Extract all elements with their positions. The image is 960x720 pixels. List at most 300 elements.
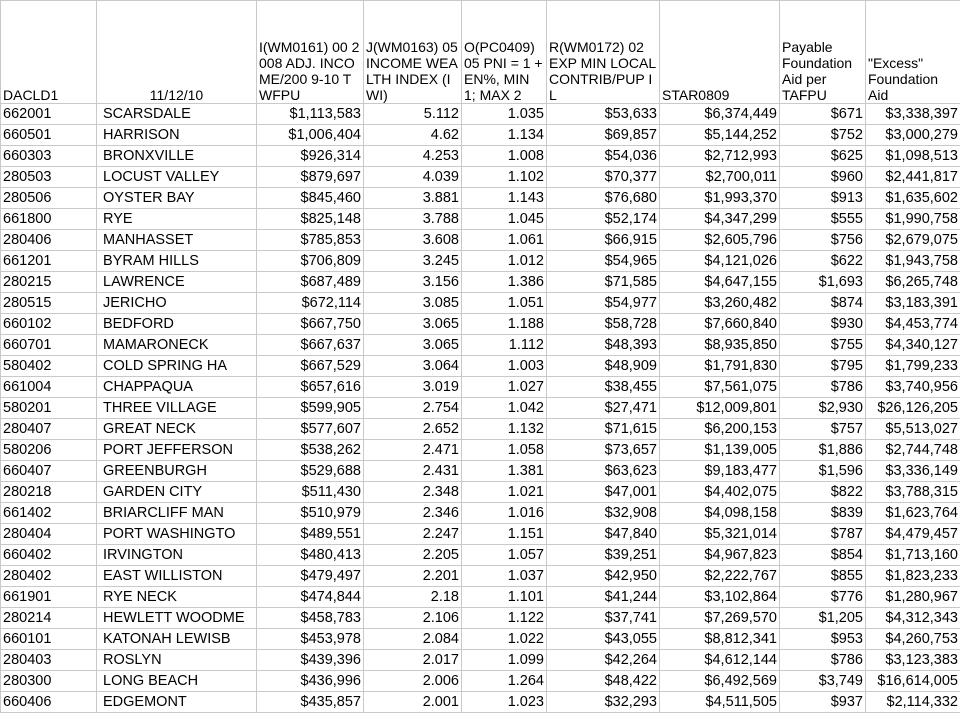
cell-iwi[interactable]: 2.201: [364, 566, 462, 587]
table-row: [1, 587, 960, 608]
cell-district-code[interactable]: 580206: [1, 440, 97, 461]
cell-adj-income[interactable]: $845,460: [257, 188, 364, 209]
table-row: [1, 125, 960, 146]
cell-iwi[interactable]: 3.085: [364, 293, 462, 314]
cell-pni[interactable]: 1.035: [462, 104, 547, 125]
cell-pni[interactable]: 1.134: [462, 125, 547, 146]
table-row: [1, 545, 960, 566]
cell-pni[interactable]: 1.061: [462, 230, 547, 251]
cell-payable-foundation-aid[interactable]: $757: [780, 419, 866, 440]
cell-pni[interactable]: 1.381: [462, 461, 547, 482]
cell-pni[interactable]: 1.045: [462, 209, 547, 230]
cell-excess-foundation-aid[interactable]: $3,740,956: [866, 377, 960, 398]
cell-payable-foundation-aid[interactable]: $786: [780, 377, 866, 398]
cell-excess-foundation-aid[interactable]: $6,265,748: [866, 272, 960, 293]
cell-pni[interactable]: 1.012: [462, 251, 547, 272]
cell-adj-income[interactable]: $667,529: [257, 356, 364, 377]
cell-excess-foundation-aid[interactable]: $1,943,758: [866, 251, 960, 272]
cell-iwi[interactable]: 3.064: [364, 356, 462, 377]
cell-pni[interactable]: 1.008: [462, 146, 547, 167]
cell-district-name[interactable]: SCARSDALE: [97, 104, 257, 125]
cell-district-name[interactable]: GREAT NECK: [97, 419, 257, 440]
cell-excess-foundation-aid[interactable]: $5,513,027: [866, 419, 960, 440]
cell-star0809[interactable]: $2,605,796: [660, 230, 780, 251]
cell-district-name[interactable]: BEDFORD: [97, 314, 257, 335]
cell-payable-foundation-aid[interactable]: $1,596: [780, 461, 866, 482]
cell-district-name[interactable]: GARDEN CITY: [97, 482, 257, 503]
cell-district-code[interactable]: 280215: [1, 272, 97, 293]
cell-district-name[interactable]: LAWRENCE: [97, 272, 257, 293]
cell-star0809[interactable]: $7,660,840: [660, 314, 780, 335]
cell-excess-foundation-aid[interactable]: $2,114,332: [866, 692, 960, 713]
table-row: [1, 167, 960, 188]
cell-district-name[interactable]: EDGEMONT: [97, 692, 257, 713]
cell-district-name[interactable]: EAST WILLISTON: [97, 566, 257, 587]
table-row: [1, 503, 960, 524]
cell-district-code[interactable]: 661901: [1, 587, 97, 608]
cell-star0809[interactable]: $4,647,155: [660, 272, 780, 293]
cell-adj-income[interactable]: $825,148: [257, 209, 364, 230]
table-row: [1, 629, 960, 650]
cell-payable-foundation-aid[interactable]: $1,693: [780, 272, 866, 293]
cell-district-code[interactable]: 280404: [1, 524, 97, 545]
cell-star0809[interactable]: $4,967,823: [660, 545, 780, 566]
cell-adj-income[interactable]: $439,396: [257, 650, 364, 671]
column-header-date[interactable]: 11/12/10: [97, 1, 257, 104]
cell-adj-income[interactable]: $687,489: [257, 272, 364, 293]
cell-district-name[interactable]: LOCUST VALLEY: [97, 167, 257, 188]
cell-excess-foundation-aid[interactable]: $1,799,233: [866, 356, 960, 377]
cell-payable-foundation-aid[interactable]: $822: [780, 482, 866, 503]
cell-exp-min-local-contrib[interactable]: $73,657: [547, 440, 660, 461]
cell-adj-income[interactable]: $879,697: [257, 167, 364, 188]
cell-excess-foundation-aid[interactable]: $2,679,075: [866, 230, 960, 251]
cell-payable-foundation-aid[interactable]: $1,205: [780, 608, 866, 629]
cell-iwi[interactable]: 3.065: [364, 335, 462, 356]
cell-pni[interactable]: 1.132: [462, 419, 547, 440]
cell-exp-min-local-contrib[interactable]: $66,915: [547, 230, 660, 251]
cell-exp-min-local-contrib[interactable]: $54,977: [547, 293, 660, 314]
cell-star0809[interactable]: $6,492,569: [660, 671, 780, 692]
cell-adj-income[interactable]: $926,314: [257, 146, 364, 167]
table-row: [1, 524, 960, 545]
table-row: [1, 230, 960, 251]
table-row: [1, 335, 960, 356]
cell-district-code[interactable]: 661800: [1, 209, 97, 230]
cell-iwi[interactable]: 2.471: [364, 440, 462, 461]
cell-iwi[interactable]: 4.62: [364, 125, 462, 146]
cell-exp-min-local-contrib[interactable]: $41,244: [547, 587, 660, 608]
cell-adj-income[interactable]: $453,978: [257, 629, 364, 650]
cell-pni[interactable]: 1.023: [462, 692, 547, 713]
cell-exp-min-local-contrib[interactable]: $39,251: [547, 545, 660, 566]
cell-exp-min-local-contrib[interactable]: $52,174: [547, 209, 660, 230]
cell-exp-min-local-contrib[interactable]: $32,293: [547, 692, 660, 713]
cell-iwi[interactable]: 2.346: [364, 503, 462, 524]
cell-iwi[interactable]: 3.881: [364, 188, 462, 209]
cell-star0809[interactable]: $4,347,299: [660, 209, 780, 230]
table-row: [1, 314, 960, 335]
cell-star0809[interactable]: $8,935,850: [660, 335, 780, 356]
cell-district-name[interactable]: OYSTER BAY: [97, 188, 257, 209]
cell-district-code[interactable]: 661201: [1, 251, 97, 272]
cell-adj-income[interactable]: $785,853: [257, 230, 364, 251]
cell-district-name[interactable]: JERICHO: [97, 293, 257, 314]
table-row: [1, 377, 960, 398]
column-header-dacld1[interactable]: DACLD1: [1, 1, 97, 104]
cell-pni[interactable]: 1.143: [462, 188, 547, 209]
cell-star0809[interactable]: $8,812,341: [660, 629, 780, 650]
cell-payable-foundation-aid[interactable]: $839: [780, 503, 866, 524]
cell-district-code[interactable]: 580402: [1, 356, 97, 377]
cell-pni[interactable]: 1.021: [462, 482, 547, 503]
cell-adj-income[interactable]: $480,413: [257, 545, 364, 566]
cell-pni[interactable]: 1.058: [462, 440, 547, 461]
cell-payable-foundation-aid[interactable]: $960: [780, 167, 866, 188]
cell-pni[interactable]: 1.264: [462, 671, 547, 692]
cell-district-code[interactable]: 280406: [1, 230, 97, 251]
cell-adj-income[interactable]: $510,979: [257, 503, 364, 524]
cell-iwi[interactable]: 3.608: [364, 230, 462, 251]
cell-iwi[interactable]: 3.156: [364, 272, 462, 293]
cell-district-code[interactable]: 660701: [1, 335, 97, 356]
cell-iwi[interactable]: 3.065: [364, 314, 462, 335]
cell-adj-income[interactable]: $672,114: [257, 293, 364, 314]
table-row: [1, 692, 960, 713]
cell-iwi[interactable]: 2.084: [364, 629, 462, 650]
cell-payable-foundation-aid[interactable]: $555: [780, 209, 866, 230]
cell-district-name[interactable]: MAMARONECK: [97, 335, 257, 356]
cell-payable-foundation-aid[interactable]: $622: [780, 251, 866, 272]
cell-exp-min-local-contrib[interactable]: $69,857: [547, 125, 660, 146]
cell-payable-foundation-aid[interactable]: $776: [780, 587, 866, 608]
cell-district-code[interactable]: 660402: [1, 545, 97, 566]
cell-payable-foundation-aid[interactable]: $3,749: [780, 671, 866, 692]
cell-excess-foundation-aid[interactable]: $3,183,391: [866, 293, 960, 314]
cell-adj-income[interactable]: $435,857: [257, 692, 364, 713]
cell-star0809[interactable]: $1,791,830: [660, 356, 780, 377]
table-row: [1, 146, 960, 167]
cell-pni[interactable]: 1.057: [462, 545, 547, 566]
cell-iwi[interactable]: 3.788: [364, 209, 462, 230]
cell-excess-foundation-aid[interactable]: $3,123,383: [866, 650, 960, 671]
cell-district-name[interactable]: BRONXVILLE: [97, 146, 257, 167]
cell-district-code[interactable]: 660101: [1, 629, 97, 650]
cell-district-name[interactable]: RYE NECK: [97, 587, 257, 608]
table-row: [1, 293, 960, 314]
cell-adj-income[interactable]: $1,113,583: [257, 104, 364, 125]
cell-district-name[interactable]: RYE: [97, 209, 257, 230]
cell-adj-income[interactable]: $667,750: [257, 314, 364, 335]
cell-excess-foundation-aid[interactable]: $3,336,149: [866, 461, 960, 482]
cell-iwi[interactable]: 2.18: [364, 587, 462, 608]
cell-exp-min-local-contrib[interactable]: $47,840: [547, 524, 660, 545]
cell-iwi[interactable]: 2.017: [364, 650, 462, 671]
cell-district-code[interactable]: 661004: [1, 377, 97, 398]
column-header-adj-income[interactable]: I(WM0161) 00 2008 ADJ. INCOME/200 9-10 TWFPU: [257, 1, 364, 104]
cell-exp-min-local-contrib[interactable]: $27,471: [547, 398, 660, 419]
cell-excess-foundation-aid[interactable]: $3,338,397: [866, 104, 960, 125]
cell-star0809[interactable]: $2,712,993: [660, 146, 780, 167]
table-body: [1, 104, 960, 713]
column-header-iwi[interactable]: J(WM0163) 05 INCOME WEALTH INDEX (IWI): [364, 1, 462, 104]
table-row: [1, 650, 960, 671]
cell-adj-income[interactable]: $511,430: [257, 482, 364, 503]
cell-pni[interactable]: 1.022: [462, 629, 547, 650]
cell-iwi[interactable]: 4.253: [364, 146, 462, 167]
cell-excess-foundation-aid[interactable]: $4,260,753: [866, 629, 960, 650]
cell-star0809[interactable]: $7,269,570: [660, 608, 780, 629]
cell-district-name[interactable]: ROSLYN: [97, 650, 257, 671]
cell-exp-min-local-contrib[interactable]: $48,422: [547, 671, 660, 692]
cell-exp-min-local-contrib[interactable]: $70,377: [547, 167, 660, 188]
cell-payable-foundation-aid[interactable]: $953: [780, 629, 866, 650]
cell-payable-foundation-aid[interactable]: $937: [780, 692, 866, 713]
table-row: [1, 671, 960, 692]
cell-payable-foundation-aid[interactable]: $755: [780, 335, 866, 356]
cell-pni[interactable]: 1.386: [462, 272, 547, 293]
cell-iwi[interactable]: 3.019: [364, 377, 462, 398]
cell-pni[interactable]: 1.151: [462, 524, 547, 545]
cell-district-name[interactable]: BRIARCLIFF MAN: [97, 503, 257, 524]
cell-star0809[interactable]: $12,009,801: [660, 398, 780, 419]
cell-excess-foundation-aid[interactable]: $3,000,279: [866, 125, 960, 146]
cell-excess-foundation-aid[interactable]: $4,340,127: [866, 335, 960, 356]
table-row: [1, 440, 960, 461]
cell-district-code[interactable]: 280218: [1, 482, 97, 503]
cell-pni[interactable]: 1.003: [462, 356, 547, 377]
table-row: [1, 188, 960, 209]
cell-pni[interactable]: 1.101: [462, 587, 547, 608]
cell-district-code[interactable]: 580201: [1, 398, 97, 419]
cell-star0809[interactable]: $5,321,014: [660, 524, 780, 545]
cell-star0809[interactable]: $9,183,477: [660, 461, 780, 482]
table-row: [1, 398, 960, 419]
cell-district-code[interactable]: 280214: [1, 608, 97, 629]
cell-iwi[interactable]: 2.754: [364, 398, 462, 419]
cell-adj-income[interactable]: $667,637: [257, 335, 364, 356]
table-row: [1, 104, 960, 125]
cell-payable-foundation-aid[interactable]: $752: [780, 125, 866, 146]
cell-district-name[interactable]: CHAPPAQUA: [97, 377, 257, 398]
column-header-exp-min-local-contrib[interactable]: R(WM0172) 02 EXP MIN LOCAL CONTRIB/PUP IL: [547, 1, 660, 104]
table-row: [1, 608, 960, 629]
cell-exp-min-local-contrib[interactable]: $47,001: [547, 482, 660, 503]
cell-district-code[interactable]: 660501: [1, 125, 97, 146]
cell-pni[interactable]: 1.042: [462, 398, 547, 419]
column-header-excess-foundation-aid[interactable]: "Excess" Foundation Aid: [866, 1, 960, 104]
cell-star0809[interactable]: $6,200,153: [660, 419, 780, 440]
cell-payable-foundation-aid[interactable]: $874: [780, 293, 866, 314]
cell-district-code[interactable]: 660406: [1, 692, 97, 713]
cell-district-name[interactable]: MANHASSET: [97, 230, 257, 251]
cell-exp-min-local-contrib[interactable]: $71,615: [547, 419, 660, 440]
cell-adj-income[interactable]: $577,607: [257, 419, 364, 440]
cell-payable-foundation-aid[interactable]: $913: [780, 188, 866, 209]
cell-adj-income[interactable]: $529,688: [257, 461, 364, 482]
cell-exp-min-local-contrib[interactable]: $42,950: [547, 566, 660, 587]
cell-adj-income[interactable]: $479,497: [257, 566, 364, 587]
cell-district-name[interactable]: PORT JEFFERSON: [97, 440, 257, 461]
cell-exp-min-local-contrib[interactable]: $54,036: [547, 146, 660, 167]
cell-district-name[interactable]: BYRAM HILLS: [97, 251, 257, 272]
cell-district-code[interactable]: 280515: [1, 293, 97, 314]
cell-adj-income[interactable]: $474,844: [257, 587, 364, 608]
cell-pni[interactable]: 1.099: [462, 650, 547, 671]
cell-payable-foundation-aid[interactable]: $854: [780, 545, 866, 566]
cell-district-code[interactable]: 280403: [1, 650, 97, 671]
cell-adj-income[interactable]: $538,262: [257, 440, 364, 461]
cell-adj-income[interactable]: $489,551: [257, 524, 364, 545]
cell-payable-foundation-aid[interactable]: $930: [780, 314, 866, 335]
table-row: [1, 209, 960, 230]
cell-excess-foundation-aid[interactable]: $2,744,748: [866, 440, 960, 461]
cell-excess-foundation-aid[interactable]: $1,990,758: [866, 209, 960, 230]
cell-exp-min-local-contrib[interactable]: $38,455: [547, 377, 660, 398]
cell-pni[interactable]: 1.027: [462, 377, 547, 398]
cell-pni[interactable]: 1.016: [462, 503, 547, 524]
cell-star0809[interactable]: $7,561,075: [660, 377, 780, 398]
cell-pni[interactable]: 1.122: [462, 608, 547, 629]
cell-exp-min-local-contrib[interactable]: $63,623: [547, 461, 660, 482]
cell-iwi[interactable]: 2.205: [364, 545, 462, 566]
cell-exp-min-local-contrib[interactable]: $71,585: [547, 272, 660, 293]
cell-district-code[interactable]: 660407: [1, 461, 97, 482]
cell-district-name[interactable]: COLD SPRING HA: [97, 356, 257, 377]
cell-district-code[interactable]: 280503: [1, 167, 97, 188]
cell-payable-foundation-aid[interactable]: $625: [780, 146, 866, 167]
cell-payable-foundation-aid[interactable]: $671: [780, 104, 866, 125]
cell-exp-min-local-contrib[interactable]: $58,728: [547, 314, 660, 335]
cell-excess-foundation-aid[interactable]: $4,453,774: [866, 314, 960, 335]
cell-payable-foundation-aid[interactable]: $756: [780, 230, 866, 251]
cell-payable-foundation-aid[interactable]: $2,930: [780, 398, 866, 419]
cell-exp-min-local-contrib[interactable]: $42,264: [547, 650, 660, 671]
cell-district-name[interactable]: KATONAH LEWISB: [97, 629, 257, 650]
cell-district-name[interactable]: THREE VILLAGE: [97, 398, 257, 419]
cell-exp-min-local-contrib[interactable]: $54,965: [547, 251, 660, 272]
cell-payable-foundation-aid[interactable]: $787: [780, 524, 866, 545]
cell-star0809[interactable]: $5,144,252: [660, 125, 780, 146]
cell-adj-income[interactable]: $436,996: [257, 671, 364, 692]
cell-iwi[interactable]: 3.245: [364, 251, 462, 272]
cell-excess-foundation-aid[interactable]: $2,441,817: [866, 167, 960, 188]
cell-exp-min-local-contrib[interactable]: $53,633: [547, 104, 660, 125]
header-row: [1, 1, 960, 104]
cell-excess-foundation-aid[interactable]: $1,635,602: [866, 188, 960, 209]
cell-adj-income[interactable]: $706,809: [257, 251, 364, 272]
cell-pni[interactable]: 1.102: [462, 167, 547, 188]
cell-exp-min-local-contrib[interactable]: $48,393: [547, 335, 660, 356]
cell-district-name[interactable]: LONG BEACH: [97, 671, 257, 692]
column-header-pni[interactable]: O(PC0409) 05 PNI = 1 + EN%, MIN 1; MAX 2: [462, 1, 547, 104]
cell-adj-income[interactable]: $599,905: [257, 398, 364, 419]
cell-pni[interactable]: 1.188: [462, 314, 547, 335]
cell-exp-min-local-contrib[interactable]: $76,680: [547, 188, 660, 209]
cell-iwi[interactable]: 2.006: [364, 671, 462, 692]
cell-district-code[interactable]: 280300: [1, 671, 97, 692]
cell-excess-foundation-aid[interactable]: $3,788,315: [866, 482, 960, 503]
cell-district-code[interactable]: 280402: [1, 566, 97, 587]
cell-payable-foundation-aid[interactable]: $795: [780, 356, 866, 377]
cell-payable-foundation-aid[interactable]: $786: [780, 650, 866, 671]
cell-excess-foundation-aid[interactable]: $26,126,205: [866, 398, 960, 419]
cell-iwi[interactable]: 4.039: [364, 167, 462, 188]
cell-excess-foundation-aid[interactable]: $1,823,233: [866, 566, 960, 587]
table-row: [1, 566, 960, 587]
table-row: [1, 482, 960, 503]
cell-star0809[interactable]: $3,260,482: [660, 293, 780, 314]
table-row: [1, 272, 960, 293]
cell-exp-min-local-contrib[interactable]: $37,741: [547, 608, 660, 629]
table-row: [1, 461, 960, 482]
cell-district-name[interactable]: IRVINGTON: [97, 545, 257, 566]
cell-iwi[interactable]: 2.348: [364, 482, 462, 503]
cell-excess-foundation-aid[interactable]: $1,098,513: [866, 146, 960, 167]
cell-payable-foundation-aid[interactable]: $1,886: [780, 440, 866, 461]
cell-iwi[interactable]: 2.652: [364, 419, 462, 440]
cell-star0809[interactable]: $4,121,026: [660, 251, 780, 272]
cell-iwi[interactable]: 2.431: [364, 461, 462, 482]
cell-excess-foundation-aid[interactable]: $1,623,764: [866, 503, 960, 524]
cell-excess-foundation-aid[interactable]: $1,713,160: [866, 545, 960, 566]
cell-star0809[interactable]: $4,098,158: [660, 503, 780, 524]
cell-star0809[interactable]: $2,222,767: [660, 566, 780, 587]
cell-iwi[interactable]: 2.106: [364, 608, 462, 629]
cell-iwi[interactable]: 2.001: [364, 692, 462, 713]
cell-pni[interactable]: 1.051: [462, 293, 547, 314]
cell-star0809[interactable]: $1,139,005: [660, 440, 780, 461]
cell-pni[interactable]: 1.112: [462, 335, 547, 356]
table-row: [1, 356, 960, 377]
cell-district-name[interactable]: HARRISON: [97, 125, 257, 146]
cell-iwi[interactable]: 2.247: [364, 524, 462, 545]
cell-adj-income[interactable]: $657,616: [257, 377, 364, 398]
cell-star0809[interactable]: $2,700,011: [660, 167, 780, 188]
cell-district-name[interactable]: PORT WASHINGTO: [97, 524, 257, 545]
cell-district-name[interactable]: GREENBURGH: [97, 461, 257, 482]
cell-excess-foundation-aid[interactable]: $4,479,457: [866, 524, 960, 545]
cell-adj-income[interactable]: $458,783: [257, 608, 364, 629]
cell-iwi[interactable]: 5.112: [364, 104, 462, 125]
cell-district-name[interactable]: HEWLETT WOODME: [97, 608, 257, 629]
cell-star0809[interactable]: $1,993,370: [660, 188, 780, 209]
cell-district-code[interactable]: 661402: [1, 503, 97, 524]
cell-excess-foundation-aid[interactable]: $16,614,005: [866, 671, 960, 692]
cell-exp-min-local-contrib[interactable]: $32,908: [547, 503, 660, 524]
cell-star0809[interactable]: $6,374,449: [660, 104, 780, 125]
cell-star0809[interactable]: $4,612,144: [660, 650, 780, 671]
cell-district-code[interactable]: 280506: [1, 188, 97, 209]
cell-payable-foundation-aid[interactable]: $855: [780, 566, 866, 587]
cell-adj-income[interactable]: $1,006,404: [257, 125, 364, 146]
cell-district-code[interactable]: 660102: [1, 314, 97, 335]
cell-excess-foundation-aid[interactable]: $4,312,343: [866, 608, 960, 629]
cell-pni[interactable]: 1.037: [462, 566, 547, 587]
column-header-payable-foundation-aid[interactable]: Payable Foundation Aid per TAFPU: [780, 1, 866, 104]
cell-excess-foundation-aid[interactable]: $1,280,967: [866, 587, 960, 608]
cell-exp-min-local-contrib[interactable]: $48,909: [547, 356, 660, 377]
cell-district-code[interactable]: 280407: [1, 419, 97, 440]
cell-exp-min-local-contrib[interactable]: $43,055: [547, 629, 660, 650]
cell-star0809[interactable]: $3,102,864: [660, 587, 780, 608]
column-header-star0809[interactable]: STAR0809: [660, 1, 780, 104]
cell-district-code[interactable]: 662001: [1, 104, 97, 125]
cell-district-code[interactable]: 660303: [1, 146, 97, 167]
cell-star0809[interactable]: $4,402,075: [660, 482, 780, 503]
table-row: [1, 251, 960, 272]
cell-star0809[interactable]: $4,511,505: [660, 692, 780, 713]
